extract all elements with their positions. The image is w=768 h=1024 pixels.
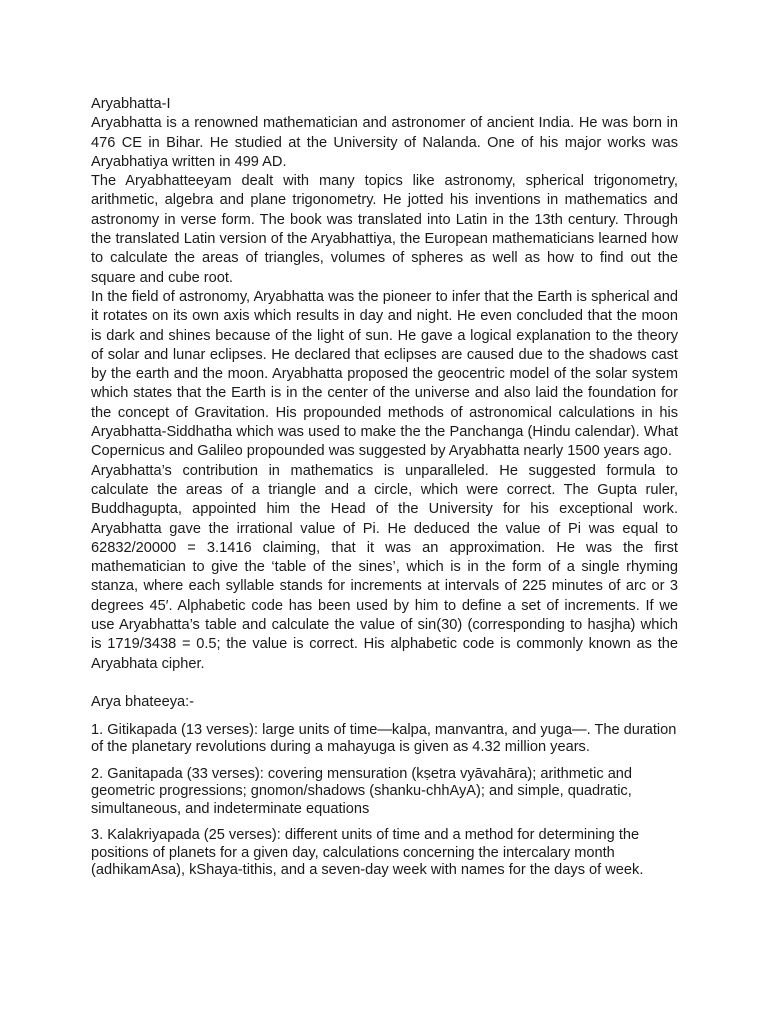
document-title: Aryabhatta-I — [91, 96, 171, 112]
paragraph-intro: Aryabhatta is a renowned mathematician and astronomer of ancient India. He was born in 476 CE in Bihar. He studied at the University of Nalanda. One of his major works was Aryabhatiya written in 499 AD. — [91, 115, 678, 170]
section-subheading: Arya bhateeya:- — [91, 693, 195, 710]
verse-list — [91, 722, 678, 880]
spacer — [91, 674, 678, 693]
document-page — [91, 95, 678, 889]
paragraph-mathematics: Aryabhatta’s contribution in mathematics is unparalleled. He suggested formula to calculate the areas of a triangle and a circle, which were correct. The Gupta ruler, Buddhagupta, appointed him the Head of the University for his exceptional work. Aryabhatta gave the irrational value of Pi. He deduced the value of Pi was equal to 62832/20000 = 3.1416 claiming, that it was an approximation. He was the first mathematician to give the ‘table of the sines’, which is in the form of a single rhyming stanza, where each syllable stands for increments at intervals of 225 minutes of arc or 3 degrees 45′. Alphabetic code has been used by him to define a set of increments. If we use Aryabhatta’s table and calculate the value of sin(30) (corresponding to hasjha) which is 1719/3438 = 0.5; the value is correct. His alphabetic code is commonly known as the Aryabhata cipher. — [91, 462, 678, 672]
list-item: 2. Ganitapada (33 verses): covering mensuration (kṣetra vyāvahāra); arithmetic and geometric progressions; gnomon/shadows (shanku-chhAyA); and simple, quadratic, simultaneous, and indeterminate equations — [91, 765, 633, 817]
main-text — [91, 95, 678, 674]
paragraph-astronomy: In the field of astronomy, Aryabhatta was the pioneer to infer that the Earth is spherical and it rotates on its own axis which results in day and night. He even concluded that the moon is dark and shines because of the light of sun. He gave a logical explanation to the theory of solar and lunar eclipses. He declared that eclipses are caused due to the shadows cast by the earth and the moon. Aryabhatta proposed the geocentric model of the solar system which states that the Earth is in the center of the universe and also laid the foundation for the concept of Gravitation. His propounded methods of astronomical calculations in his Aryabhatta-Siddhatha which was used to make the the Panchanga (Hindu calendar). What Copernicus and Galileo propounded was suggested by Aryabhatta nearly 1500 years ago. — [91, 288, 678, 460]
paragraph-aryabhatteeyam: The Aryabhatteeyam dealt with many topics like astronomy, spherical trigonometry, arithmetic, algebra and plane trigonometry. He jotted his inventions in mathematics and astronomy in verse form. The book was translated into Latin in the 13th century. Through the translated Latin version of the Aryabhattiya, the European mathematicians learned how to calculate the areas of triangles, volumes of spheres as well as how to find out the square and cube root. — [91, 173, 678, 286]
list-item: 3. Kalakriyapada (25 verses): different units of time and a method for determining the positions of planets for a given day, calculations concerning the intercalary month (adhikamAsa), kShaya-tithis, and a seven-day week with names for the days of week. — [91, 827, 644, 879]
list-item: 1. Gitikapada (13 verses): large units of time—kalpa, manvantra, and yuga—. The duration of the planetary revolutions during a mahayuga is given as 4.32 million years. — [91, 721, 677, 756]
